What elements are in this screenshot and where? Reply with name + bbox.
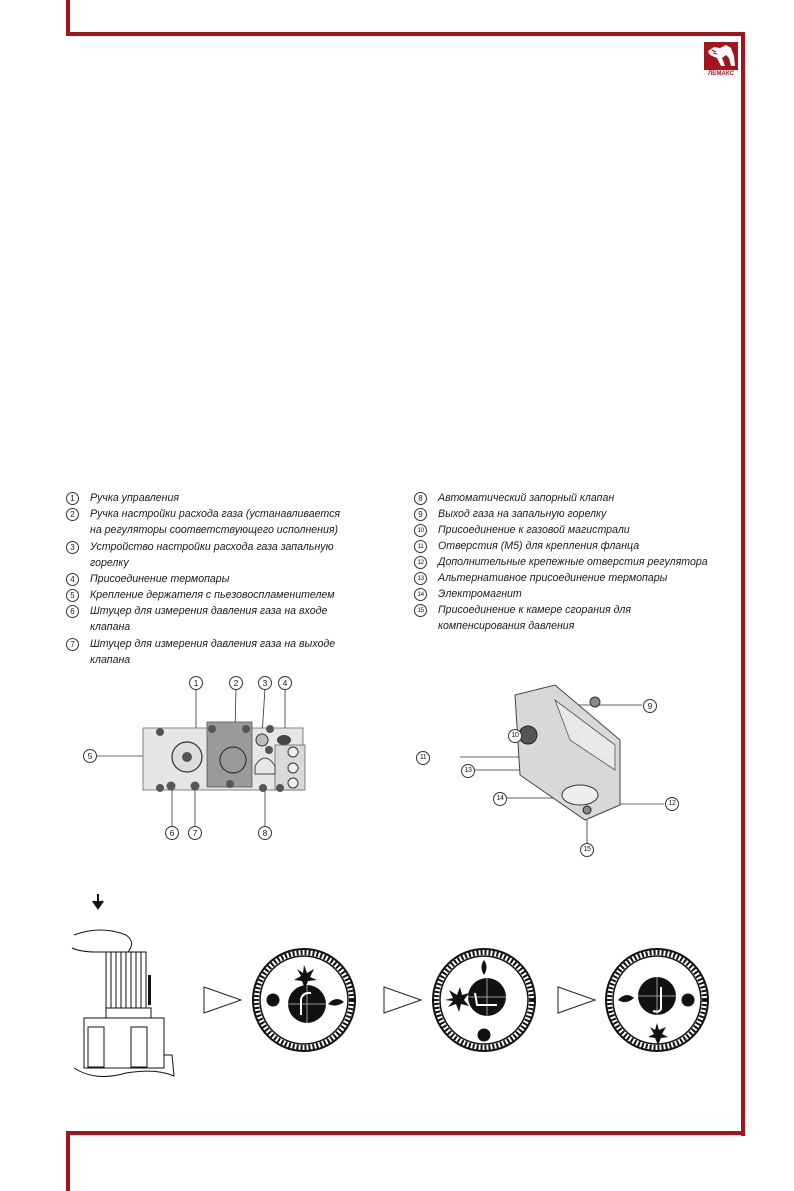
- legend-text: Устройство настройки расхода газа запальную: [90, 541, 334, 553]
- callout-12: 12: [665, 797, 679, 811]
- callout-14: 14: [493, 792, 507, 806]
- callout-number: 5: [66, 589, 79, 602]
- dial-pilot-position-icon: [431, 947, 537, 1053]
- legend-text: Присоединение к газовой магистрали: [438, 524, 630, 536]
- callout-5: 5: [83, 749, 97, 763]
- legend-text: клапана: [90, 621, 131, 633]
- frame-right: [741, 32, 745, 1136]
- frame-left-top: [66, 0, 70, 35]
- callout-number: 8: [414, 492, 427, 505]
- legend-text: Дополнительные крепежные отверстия регулятора: [438, 556, 708, 568]
- triangle-arrow-icon: [557, 985, 597, 1015]
- triangle-arrow-icon: [203, 985, 243, 1015]
- callout-number: 10: [414, 524, 427, 537]
- callout-number: 1: [66, 492, 79, 505]
- callout-number: 12: [414, 556, 427, 569]
- callout-number: 7: [66, 638, 79, 651]
- legend-text: Штуцер для измерения давления газа на выходе: [90, 638, 336, 650]
- callout-number: 9: [414, 508, 427, 521]
- callout-number: 2: [66, 508, 79, 521]
- legend-right: [414, 490, 734, 634]
- legend-item: [414, 538, 734, 554]
- legend-item: [66, 587, 376, 603]
- legend-text: клапана: [90, 654, 131, 666]
- callout-number: 6: [66, 605, 79, 618]
- valve-isometric-view-figure: [419, 680, 710, 870]
- callout-number: 14: [414, 588, 427, 601]
- legend-item: [414, 586, 734, 602]
- legend-text: Штуцер для измерения давления газа на входе: [90, 605, 328, 617]
- puma-logo-icon: [704, 42, 738, 70]
- legend-item: [414, 554, 734, 570]
- knob-press-icon: [66, 890, 186, 1080]
- legend-text: Альтернативное присоединение термопары: [438, 572, 668, 584]
- brand-name: ЛЕМАКС: [707, 71, 735, 77]
- legend-text: Присоединение термопары: [90, 573, 230, 585]
- callout-7: 7: [188, 826, 202, 840]
- brand-logo: [704, 42, 738, 80]
- legend-item: [414, 602, 734, 618]
- valve-front-view-figure: [70, 670, 330, 850]
- callout-13: 13: [461, 764, 475, 778]
- callout-9: 9: [643, 699, 657, 713]
- legend-text: горелку: [90, 557, 129, 569]
- frame-bottom: [66, 1131, 745, 1135]
- legend-item: [414, 506, 734, 522]
- legend-text: Отверстия (М5) для крепления фланца: [438, 540, 640, 552]
- legend-text: на регуляторы соответствующего исполнения): [90, 524, 339, 536]
- callout-3: 3: [258, 676, 272, 690]
- legend-item: [66, 636, 376, 652]
- legend-left: [66, 490, 376, 668]
- callout-number: 3: [66, 541, 79, 554]
- legend-item: [414, 490, 734, 506]
- callout-1: 1: [189, 676, 203, 690]
- callout-4: 4: [278, 676, 292, 690]
- legend-text: Ручка управления: [90, 492, 180, 504]
- legend-item: [66, 506, 376, 522]
- legend-item: [414, 522, 734, 538]
- callout-number: 15: [414, 604, 427, 617]
- legend-item: [414, 570, 734, 586]
- legend-item: [66, 603, 376, 619]
- legend-text: Электромагнит: [438, 588, 522, 600]
- frame-left-bottom: [66, 1131, 70, 1191]
- legend-item: [66, 571, 376, 587]
- callout-6: 6: [165, 826, 179, 840]
- callout-8: 8: [258, 826, 272, 840]
- legend-text: Выход газа на запальную горелку: [438, 508, 607, 520]
- callout-number: 11: [414, 540, 427, 553]
- triangle-arrow-icon: [383, 985, 423, 1015]
- callout-2: 2: [229, 676, 243, 690]
- callout-15: 15: [580, 843, 594, 857]
- callout-number: 13: [414, 572, 427, 585]
- legend-text: Присоединение к камере сгорания для: [438, 604, 632, 616]
- dial-on-position-icon: [604, 947, 710, 1053]
- legend-text: Автоматический запорный клапан: [438, 492, 615, 504]
- callout-11: 11: [416, 751, 430, 765]
- legend-text: компенсирования давления: [438, 620, 575, 632]
- legend-text: Ручка настройки расхода газа (устанавливается: [90, 508, 341, 520]
- legend-text: Крепление держателя с пьезовоспламенителем: [90, 589, 335, 601]
- legend-item: [66, 539, 376, 555]
- callout-number: 4: [66, 573, 79, 586]
- callout-10: 10: [508, 729, 522, 743]
- dial-ignition-position-icon: [251, 947, 357, 1053]
- legend-item: [66, 490, 376, 506]
- frame-top: [66, 32, 745, 36]
